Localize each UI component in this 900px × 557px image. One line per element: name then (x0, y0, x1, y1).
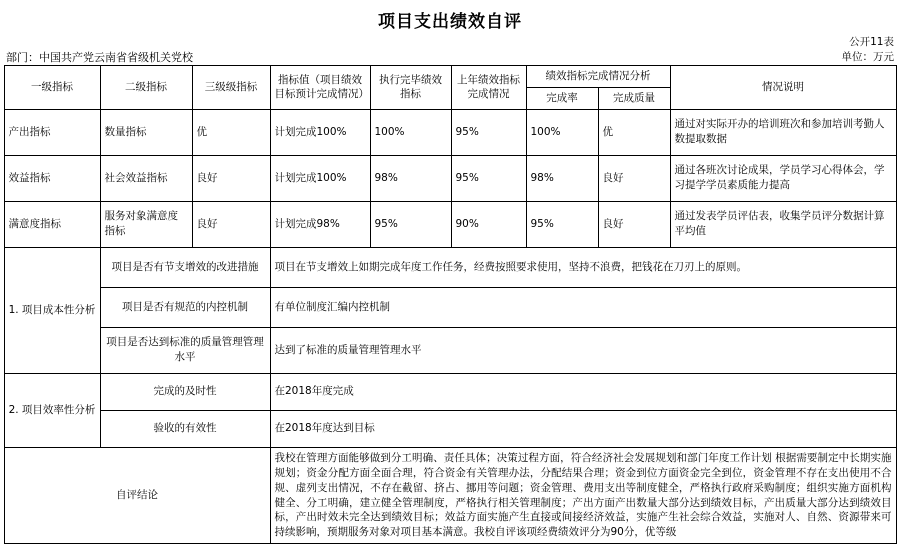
header-level1: 一级指标 (4, 66, 100, 110)
sheet-number-row (0, 34, 900, 49)
cost-analysis-row (4, 287, 896, 327)
cell-completion-quality: 良好 (598, 155, 670, 201)
efficiency-analysis-row (4, 410, 896, 447)
cell-last-year: 90% (451, 201, 526, 247)
cell-level2: 社会效益指标 (100, 155, 192, 201)
cost-analysis-label: 1. 项目成本性分析 (4, 247, 100, 373)
department-value: 中国共产党云南省省级机关党校 (39, 51, 193, 64)
cell-target-value: 计划完成100% (270, 155, 370, 201)
cost-question: 项目是否有规范的内控机制 (100, 287, 270, 327)
conclusion-text: 我校在管理方面能够做到分工明确、责任具体；决策过程方面，符合经济社会发展规划和部门年度工作计划 根据需要制定中长期实施规划；资金分配方面全面合理，符合资金有关管理办法，分配结果合理；资金到位方面资金完全到位，资金管理不存在支出使用不合规、虚列支出情况，不存在截留、挤占、挪用等问题；资金管理、费用支出等制度健全，严格执行政府采购制度；组织实施方面机构健全、分工明确，建立健全管理制度，严格执行相关管理制度；产出方面产出数量大部分达到绩效目标，产出质量大部分达到绩效目标，产出时效未完全达到绩效目标；效益方面实施产生直接或间接经济效益，实施产生社会综合效益，实施对人、自然、资源带来可持续影响，预期服务对象对项目基本满意。我校自评该项经费绩效评分为90分，优等级 (270, 447, 896, 543)
cell-level1: 产出指标 (4, 109, 100, 155)
table-header-row (4, 66, 896, 88)
cell-target-value: 计划完成98% (270, 201, 370, 247)
cost-question: 项目是否有节支增效的改进措施 (100, 247, 270, 287)
table-row (4, 109, 896, 155)
header-completion-rate: 完成率 (526, 87, 598, 109)
cell-level3: 良好 (192, 155, 270, 201)
header-completion-indicator: 执行完毕绩效指标 (370, 66, 451, 110)
conclusion-label: 自评结论 (4, 447, 270, 543)
cell-level3: 良好 (192, 201, 270, 247)
cell-completion-quality: 优 (598, 109, 670, 155)
cell-level2: 服务对象满意度指标 (100, 201, 192, 247)
cell-remark: 通过发表学员评估表，收集学员评分数据计算平均值 (670, 201, 896, 247)
department-line (6, 49, 193, 65)
cell-completion-rate: 98% (526, 155, 598, 201)
header-analysis-group: 绩效指标完成情况分析 (526, 66, 670, 88)
table-row (4, 155, 896, 201)
department-label: 部门： (6, 51, 39, 64)
cell-last-year: 95% (451, 109, 526, 155)
efficiency-answer: 在2018年度达到目标 (270, 410, 896, 447)
cell-level1: 满意度指标 (4, 201, 100, 247)
efficiency-analysis-row (4, 373, 896, 410)
cost-analysis-row (4, 247, 896, 287)
page-title: 项目支出绩效自评 (378, 12, 522, 32)
sheet-number: 公开11表 (849, 36, 894, 48)
header-target-value: 指标值（项目绩效目标预计完成情况） (270, 66, 370, 110)
cell-last-year: 95% (451, 155, 526, 201)
cost-answer: 有单位制度汇编内控机制 (270, 287, 896, 327)
table-row (4, 201, 896, 247)
cell-remark: 通过对实际开办的培训班次和参加培训考勤人数提取数据 (670, 109, 896, 155)
efficiency-answer: 在2018年度完成 (270, 373, 896, 410)
cell-level3: 优 (192, 109, 270, 155)
cell-remark: 通过各班次讨论成果，学员学习心得体会，学习提学学员素质能力提高 (670, 155, 896, 201)
unit-label: 单位：万元 (841, 51, 894, 63)
cell-completion-quality: 良好 (598, 201, 670, 247)
header-level3: 三级级指标 (192, 66, 270, 110)
header-last-year: 上年绩效指标完成情况 (451, 66, 526, 110)
cell-completion-indicator: 95% (370, 201, 451, 247)
cell-completion-indicator: 100% (370, 109, 451, 155)
cost-answer: 项目在节支增效上如期完成年度工作任务，经费按照要求使用，坚持不浪费，把钱花在刀刃上的原则。 (270, 247, 896, 287)
meta-row (0, 49, 900, 65)
efficiency-analysis-label: 2. 项目效率性分析 (4, 373, 100, 447)
efficiency-question: 验收的有效性 (100, 410, 270, 447)
cell-level1: 效益指标 (4, 155, 100, 201)
cell-completion-rate: 100% (526, 109, 598, 155)
cell-completion-indicator: 98% (370, 155, 451, 201)
performance-table (4, 65, 897, 544)
cell-level2: 数量指标 (100, 109, 192, 155)
cost-analysis-row (4, 327, 896, 373)
conclusion-row (4, 447, 896, 543)
header-level2: 二级指标 (100, 66, 192, 110)
cell-target-value: 计划完成100% (270, 109, 370, 155)
header-completion-quality: 完成质量 (598, 87, 670, 109)
efficiency-question: 完成的及时性 (100, 373, 270, 410)
header-remark: 情况说明 (670, 66, 896, 110)
cost-answer: 达到了标准的质量管理管理水平 (270, 327, 896, 373)
cell-completion-rate: 95% (526, 201, 598, 247)
cost-question: 项目是否达到标准的质量管理管理水平 (100, 327, 270, 373)
